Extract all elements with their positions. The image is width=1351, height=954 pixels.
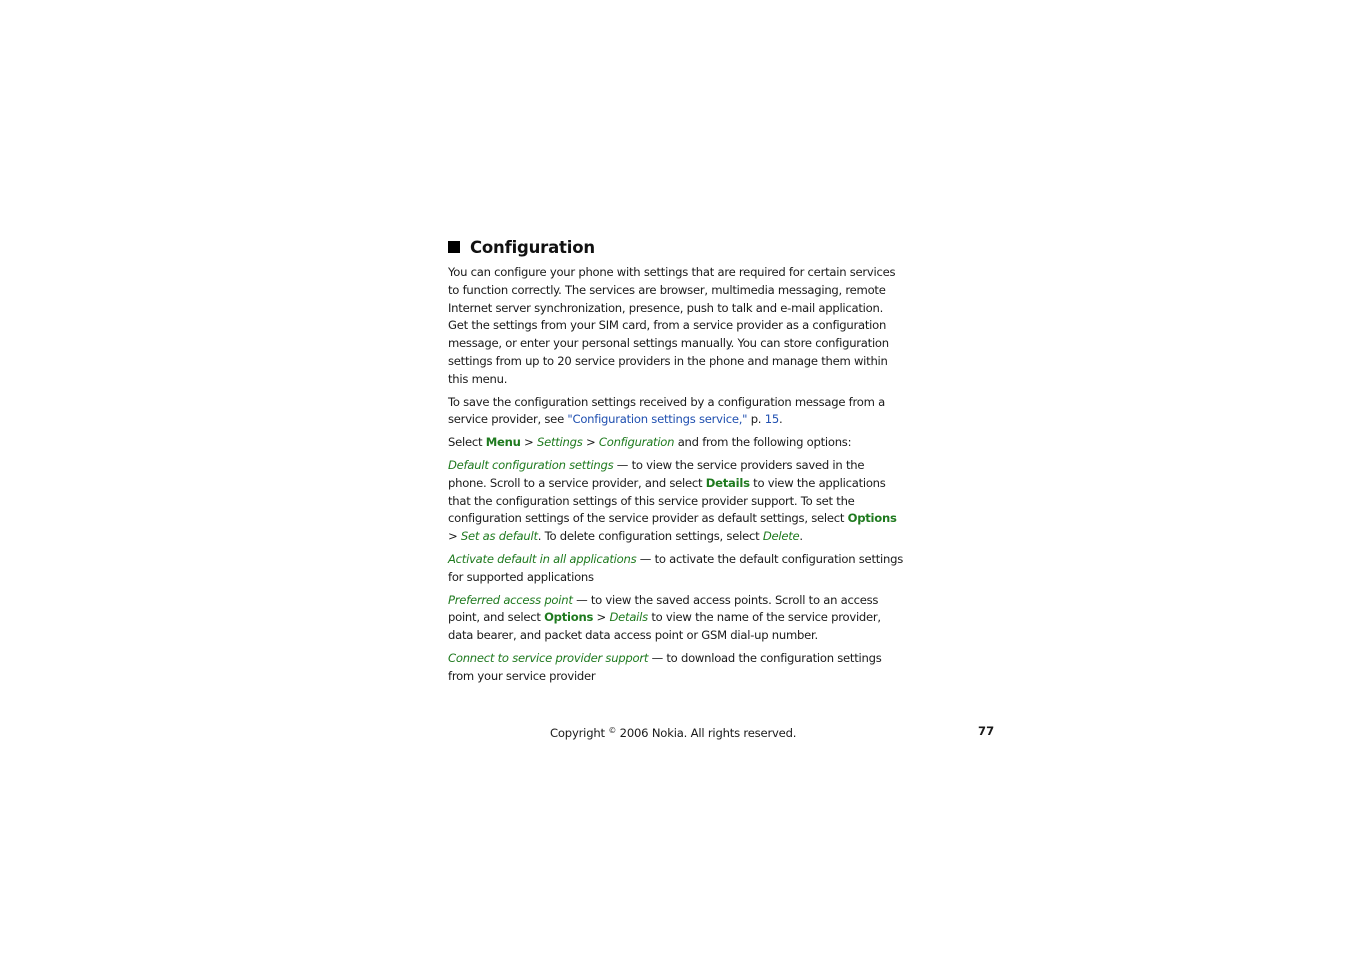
option-name: Default configuration settings [448, 457, 614, 472]
intro-text: You can configure your phone with settings that are required for certain services to function correctly. The services are browser, multimedia messaging, remote Internet server synchronization, presence, push to talk and e-mail application. Get the settings from your SIM card, from a service provider as a configuration message, or enter your personal settings manually. You can store configuration settings from up to 20 service providers in the phone and manage them within this menu. [448, 265, 896, 386]
path-separator: > [520, 435, 537, 450]
copyright-before: Copyright [550, 726, 609, 740]
option-text: — to download the configuration settings from your service provider [448, 650, 882, 683]
page-number: 77 [978, 724, 995, 738]
configuration-menu-item: Configuration [598, 435, 675, 450]
option-default-configuration [448, 457, 904, 546]
option-text: — to view the saved access points. Scroll to an access point, and select [448, 592, 879, 625]
path-separator: > [448, 529, 461, 544]
select-paragraph [448, 434, 904, 452]
select-rest: and from the following options: [674, 435, 852, 450]
option-connect-support [448, 650, 904, 686]
option-text: . To delete configuration settings, select [537, 529, 763, 544]
select-word: Select [448, 435, 486, 450]
options-key: Options [544, 610, 594, 625]
option-name: Connect to service provider support [448, 650, 649, 665]
menu-key: Menu [485, 435, 521, 450]
section-title: Configuration [470, 237, 595, 257]
page-content [448, 236, 904, 691]
copyright-after: 2006 Nokia. All rights reserved. [616, 726, 797, 740]
options-key: Options [847, 511, 897, 526]
set-as-default-item: Set as default [460, 529, 538, 544]
page-prefix: p. [747, 412, 765, 427]
config-settings-service-link[interactable]: "Configuration settings service," [567, 412, 748, 427]
path-separator: > [582, 435, 599, 450]
option-name: Preferred access point [448, 592, 573, 607]
section-heading [448, 236, 904, 258]
option-text: — to activate the default configuration settings for supported applications [448, 551, 904, 584]
save-end: . [778, 412, 783, 427]
path-separator: > [593, 610, 610, 625]
option-text: to view the applications that the configuration settings of this service provider support. To set the configuration settings of the service provider as default settings, select [448, 475, 886, 526]
option-preferred-access-point [448, 592, 904, 645]
details-key: Details [705, 475, 750, 490]
option-name: Activate default in all applications [448, 551, 637, 566]
intro-paragraph [448, 264, 904, 389]
option-end: . [799, 529, 803, 544]
save-text: To save the configuration settings received by a configuration message from a service provider, see [448, 394, 885, 427]
details-item: Details [609, 610, 648, 625]
copyright-notice [550, 722, 796, 742]
page-link[interactable]: 15 [764, 412, 779, 427]
copyright-symbol: © [608, 726, 617, 735]
square-bullet-icon [448, 241, 460, 253]
option-text: to view the name of the service provider, data bearer, and packet data access point or GSM dial-up number. [448, 610, 881, 643]
save-settings-paragraph [448, 394, 904, 430]
settings-menu-item: Settings [536, 435, 583, 450]
option-activate-default [448, 551, 904, 587]
delete-item: Delete [762, 529, 800, 544]
option-text: — to view the service providers saved in the phone. Scroll to a service provider, and select [448, 457, 865, 490]
